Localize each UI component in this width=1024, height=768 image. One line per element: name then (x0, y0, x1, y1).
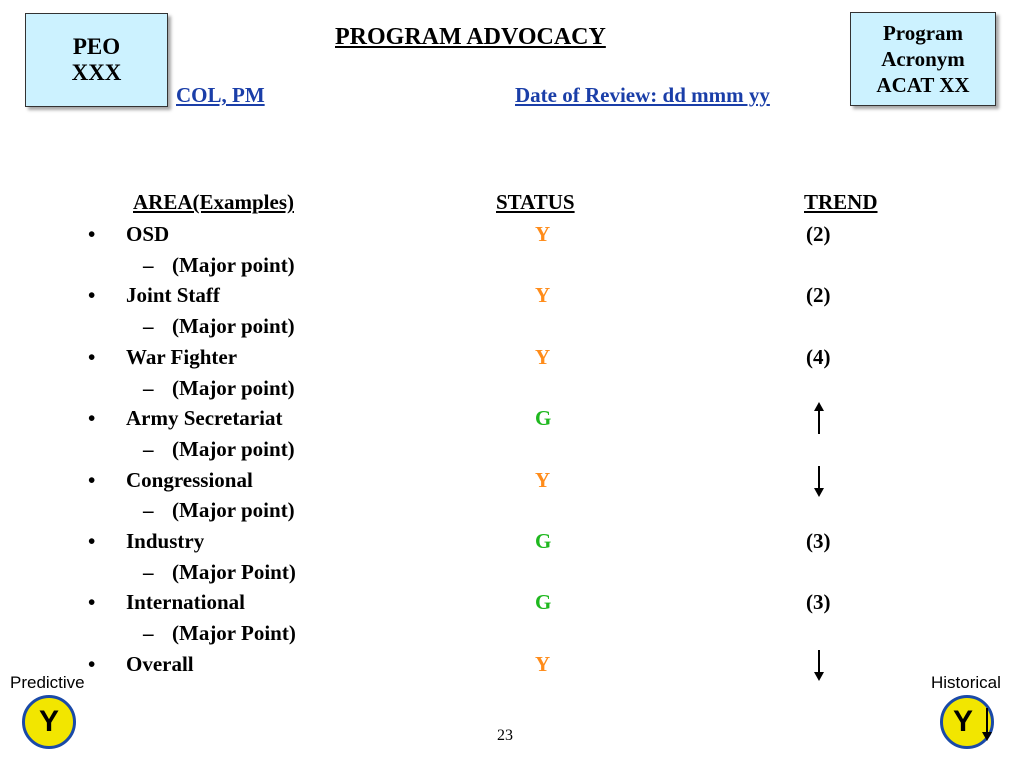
area-row (0, 652, 1024, 682)
major-point-text: (Major Point) (172, 559, 296, 584)
program-box (850, 12, 996, 106)
predictive-indicator (22, 695, 76, 749)
major-point-row (0, 560, 1024, 590)
area-name: Congressional (126, 467, 253, 492)
trend-value: (3) (806, 590, 831, 615)
header-status: STATUS (496, 190, 575, 214)
major-point-row (0, 437, 1024, 467)
predictive-label: Predictive (10, 673, 85, 692)
sub-dash: – (143, 436, 154, 461)
trend-value: (2) (806, 283, 831, 308)
historical-indicator (940, 695, 994, 749)
peo-box (25, 13, 168, 107)
sub-dash: – (143, 252, 154, 277)
bullet: • (88, 222, 96, 246)
major-point-row (0, 376, 1024, 406)
peo-code: XXX (71, 60, 122, 85)
sub-dash: – (143, 621, 154, 646)
area-row (0, 468, 1024, 498)
area-row (0, 529, 1024, 559)
major-point-text: (Major Point) (172, 621, 296, 646)
arrow-down-icon (813, 648, 825, 682)
peo-label: PEO (72, 34, 121, 59)
program-line2: Acronym (881, 47, 965, 71)
major-point-row (0, 498, 1024, 528)
program-line3: ACAT XX (876, 73, 970, 97)
area-name: Industry (126, 529, 205, 553)
major-point-text: (Major point) (172, 436, 295, 461)
major-point-text: (Major point) (172, 375, 295, 400)
major-point-text: (Major point) (172, 252, 295, 277)
major-point-row (0, 314, 1024, 344)
bullet: • (88, 529, 96, 553)
area-name: Army Secretariat (126, 406, 283, 431)
area-row (0, 283, 1024, 313)
arrow-up-icon (813, 402, 825, 436)
sub-dash: – (143, 498, 154, 523)
bullet: • (88, 406, 96, 431)
status-badge: Y (535, 344, 551, 369)
area-name: OSD (126, 222, 170, 246)
review-date-link[interactable]: Date of Review: dd mmm yy (515, 83, 770, 107)
status-badge: G (535, 406, 552, 431)
sub-dash: – (143, 375, 154, 400)
sub-dash: – (143, 314, 154, 339)
status-badge: Y (535, 467, 551, 492)
status-badge: G (535, 590, 552, 615)
area-row (0, 590, 1024, 620)
trend-value: (2) (806, 222, 831, 246)
area-name: Joint Staff (126, 283, 220, 308)
bullet: • (88, 283, 96, 308)
historical-value: Y (952, 705, 973, 738)
predictive-value: Y (38, 705, 59, 738)
sub-dash: – (143, 559, 154, 584)
area-row (0, 345, 1024, 375)
page-title: PROGRAM ADVOCACY (335, 24, 606, 50)
major-point-text: (Major point) (172, 314, 295, 339)
area-row (0, 222, 1024, 252)
historical-label: Historical (931, 673, 1001, 692)
status-badge: Y (535, 222, 551, 246)
bullet: • (88, 344, 96, 369)
status-badge: Y (535, 283, 551, 308)
area-name: War Fighter (126, 344, 238, 369)
major-point-row (0, 253, 1024, 283)
major-point-row (0, 621, 1024, 651)
area-row (0, 406, 1024, 436)
trend-value: (4) (806, 344, 831, 369)
bullet: • (88, 590, 96, 615)
status-badge: Y (535, 651, 551, 676)
header-area: AREA(Examples) (133, 190, 294, 214)
bullet: • (88, 467, 96, 492)
col-pm-link[interactable]: COL, PM (176, 83, 265, 107)
area-name: Overall (126, 651, 194, 676)
status-badge: G (535, 529, 552, 553)
arrow-down-icon (981, 706, 993, 742)
trend-value: (3) (806, 529, 831, 553)
bullet: • (88, 651, 96, 676)
major-point-text: (Major point) (172, 498, 295, 523)
program-line1: Program (882, 21, 964, 45)
header-trend: TREND (804, 190, 878, 214)
page-number: 23 (497, 727, 513, 744)
arrow-down-icon (813, 464, 825, 498)
area-name: International (126, 590, 246, 615)
